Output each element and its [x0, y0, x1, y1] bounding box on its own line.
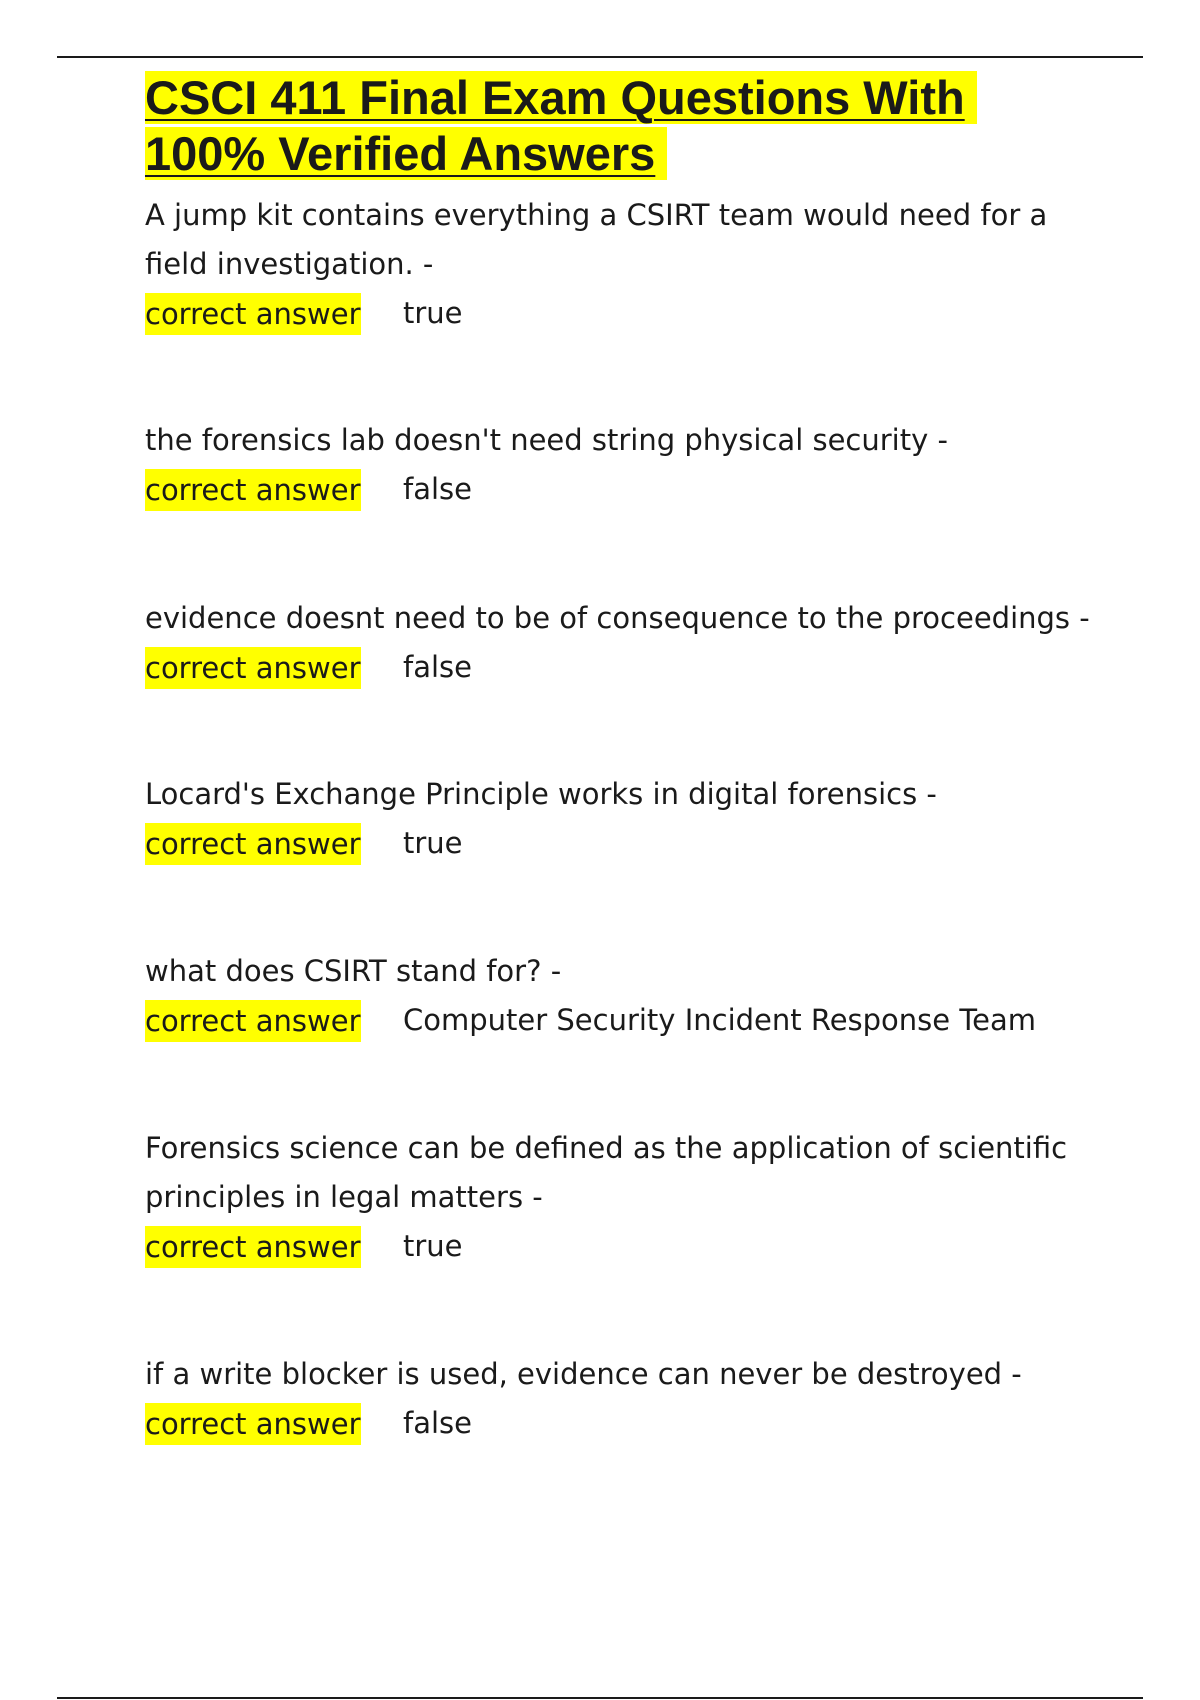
- question-text: what does CSIRT stand for? -: [145, 954, 562, 988]
- answer-value: true: [403, 826, 463, 860]
- answer-value: Computer Security Incident Response Team: [403, 1003, 1036, 1037]
- qa-item-7: [145, 1350, 1095, 1448]
- qa-item-1: [145, 191, 1095, 338]
- qa-item-5: [145, 947, 1095, 1045]
- correct-answer-label: correct answer: [145, 823, 361, 865]
- qa-item-6: [145, 1124, 1095, 1271]
- qa-item-2: [145, 416, 1095, 514]
- answer-value: false: [403, 472, 472, 506]
- correct-answer-label: correct answer: [145, 647, 361, 689]
- answer-value: false: [403, 650, 472, 684]
- answer-row: [145, 819, 1095, 868]
- top-rule: [57, 56, 1143, 58]
- title-line-2: 100% Verified Answers: [145, 127, 667, 180]
- answer-value: true: [403, 296, 463, 330]
- title-line-1: CSCI 411 Final Exam Questions With: [145, 71, 977, 124]
- answer-value: true: [403, 1229, 463, 1263]
- document-body: [145, 70, 1095, 1448]
- qa-item-3: [145, 594, 1095, 692]
- correct-answer-label: correct answer: [145, 1403, 361, 1445]
- question-text: evidence doesnt need to be of consequence to the proceedings -: [145, 601, 1090, 635]
- correct-answer-label: correct answer: [145, 293, 361, 335]
- question-text: Locard's Exchange Principle works in digital forensics -: [145, 777, 937, 811]
- answer-row: [145, 1222, 1095, 1271]
- answer-row: [145, 289, 1095, 338]
- correct-answer-label: correct answer: [145, 469, 361, 511]
- answer-value: false: [403, 1406, 472, 1440]
- qa-item-4: [145, 770, 1095, 868]
- bottom-rule: [57, 1697, 1143, 1699]
- page-title: [145, 70, 1095, 182]
- question-text: A jump kit contains everything a CSIRT team would need for a field investigation. -: [145, 198, 1048, 281]
- answer-row: [145, 465, 1095, 514]
- correct-answer-label: correct answer: [145, 1000, 361, 1042]
- question-text: if a write blocker is used, evidence can never be destroyed -: [145, 1357, 1022, 1391]
- answer-row: [145, 643, 1095, 692]
- question-text: Forensics science can be defined as the application of scientific principles in legal matters -: [145, 1131, 1068, 1214]
- correct-answer-label: correct answer: [145, 1226, 361, 1268]
- question-text: the forensics lab doesn't need string physical security -: [145, 423, 948, 457]
- answer-row: [145, 996, 1095, 1045]
- answer-row: [145, 1399, 1095, 1448]
